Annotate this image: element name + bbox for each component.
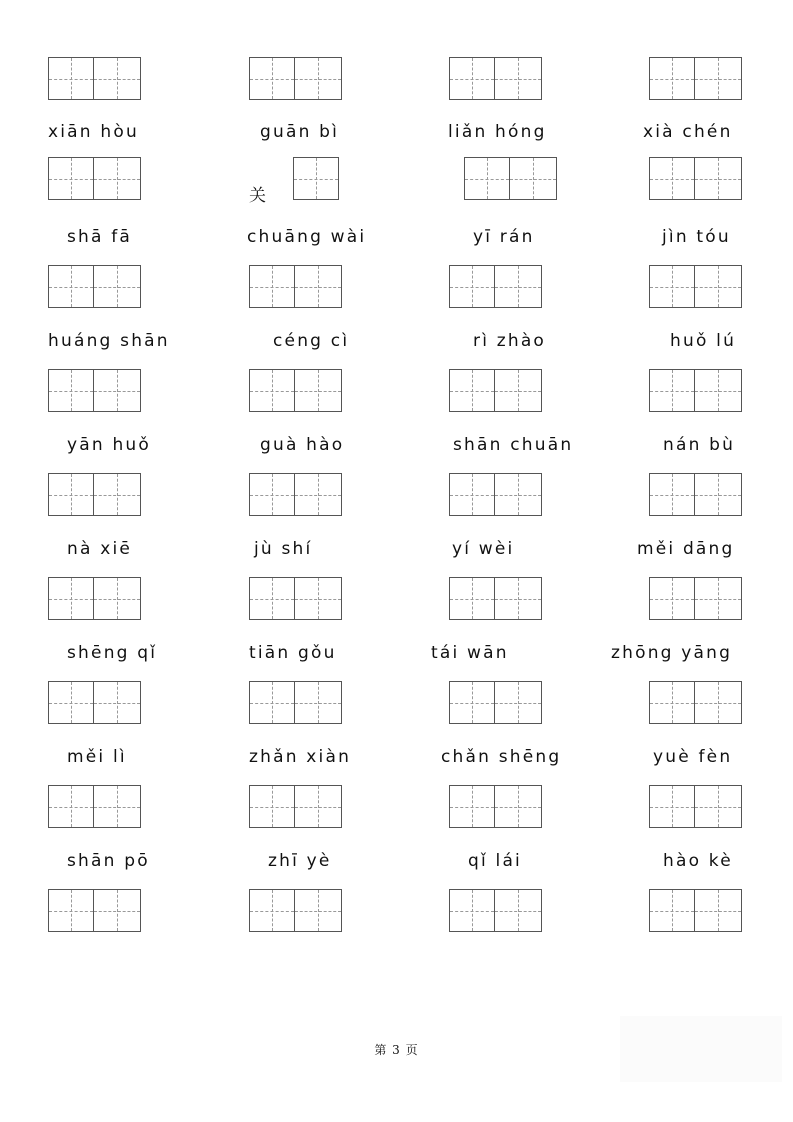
pinyin-label: liǎn hóng xyxy=(448,122,547,142)
pinyin-label: shān pō xyxy=(67,851,150,871)
pinyin-label: zhī yè xyxy=(268,851,332,871)
tian-grid-box[interactable] xyxy=(249,681,342,724)
pinyin-label: shā fā xyxy=(67,227,133,247)
pinyin-label: guān bì xyxy=(260,122,340,142)
pinyin-label: huáng shān xyxy=(48,331,170,351)
pinyin-label: zhōng yāng xyxy=(611,643,733,663)
tian-grid-box[interactable] xyxy=(293,157,339,200)
tian-grid-box[interactable] xyxy=(48,265,141,308)
pinyin-label: chǎn shēng xyxy=(441,747,562,767)
tian-grid-box[interactable] xyxy=(249,265,342,308)
pinyin-label: shān chuān xyxy=(453,435,574,455)
pinyin-label: nán bù xyxy=(663,435,736,455)
tian-grid-box[interactable] xyxy=(649,57,742,100)
tian-grid-box[interactable] xyxy=(649,889,742,932)
tian-grid-box[interactable] xyxy=(449,785,542,828)
pinyin-label: měi dāng xyxy=(637,539,735,559)
pinyin-label: měi lì xyxy=(67,747,127,767)
page-number: 第 3 页 xyxy=(374,1043,419,1057)
tian-grid-box[interactable] xyxy=(649,785,742,828)
tian-grid-box[interactable] xyxy=(449,681,542,724)
tian-grid-box[interactable] xyxy=(249,473,342,516)
tian-grid-box[interactable] xyxy=(249,577,342,620)
tian-grid-box[interactable] xyxy=(449,369,542,412)
tian-grid-box[interactable] xyxy=(249,785,342,828)
pinyin-label: yān huǒ xyxy=(67,435,152,455)
pinyin-label: chuāng wài xyxy=(247,227,367,247)
tian-grid-box[interactable] xyxy=(249,57,342,100)
tian-grid-box[interactable] xyxy=(48,157,141,200)
corner-shading xyxy=(620,1016,782,1082)
pinyin-label: nà xiē xyxy=(67,539,133,559)
pinyin-label: yuè fèn xyxy=(653,747,733,767)
tian-grid-box[interactable] xyxy=(48,889,141,932)
pinyin-label: yī rán xyxy=(473,227,535,247)
tian-grid-box[interactable] xyxy=(48,785,141,828)
pinyin-label: tái wān xyxy=(431,643,509,663)
pinyin-label: guà hào xyxy=(260,435,345,455)
pinyin-label: jù shí xyxy=(254,539,313,559)
tian-grid-box[interactable] xyxy=(249,369,342,412)
tian-grid-box[interactable] xyxy=(649,577,742,620)
tian-grid-box[interactable] xyxy=(649,473,742,516)
tian-grid-box[interactable] xyxy=(649,369,742,412)
pinyin-label: hào kè xyxy=(663,851,733,871)
tian-grid-box[interactable] xyxy=(48,369,141,412)
pinyin-label: tiān gǒu xyxy=(249,643,337,663)
tian-grid-box[interactable] xyxy=(48,681,141,724)
tian-grid-box[interactable] xyxy=(649,157,742,200)
pinyin-label: shēng qǐ xyxy=(67,643,158,663)
tian-grid-box[interactable] xyxy=(649,265,742,308)
pinyin-label: céng cì xyxy=(273,331,350,351)
pinyin-label: xià chén xyxy=(643,122,733,142)
tian-grid-box[interactable] xyxy=(449,473,542,516)
tian-grid-box[interactable] xyxy=(449,577,542,620)
tian-grid-box[interactable] xyxy=(48,57,141,100)
tian-grid-box[interactable] xyxy=(48,577,141,620)
tian-grid-box[interactable] xyxy=(449,265,542,308)
pinyin-label: jìn tóu xyxy=(662,227,731,247)
tian-grid-box[interactable] xyxy=(449,889,542,932)
tian-grid-box[interactable] xyxy=(48,473,141,516)
tian-grid-box[interactable] xyxy=(649,681,742,724)
tian-grid-box[interactable] xyxy=(464,157,557,200)
tian-grid-box[interactable] xyxy=(249,889,342,932)
pinyin-label: xiān hòu xyxy=(48,122,139,142)
pinyin-label: qǐ lái xyxy=(468,851,522,871)
pinyin-label: yí wèi xyxy=(452,539,515,559)
pinyin-label: rì zhào xyxy=(473,331,547,351)
pinyin-label: huǒ lú xyxy=(670,331,737,351)
prefilled-character: 关 xyxy=(249,186,266,206)
pinyin-label: zhǎn xiàn xyxy=(249,747,352,767)
tian-grid-box[interactable] xyxy=(449,57,542,100)
